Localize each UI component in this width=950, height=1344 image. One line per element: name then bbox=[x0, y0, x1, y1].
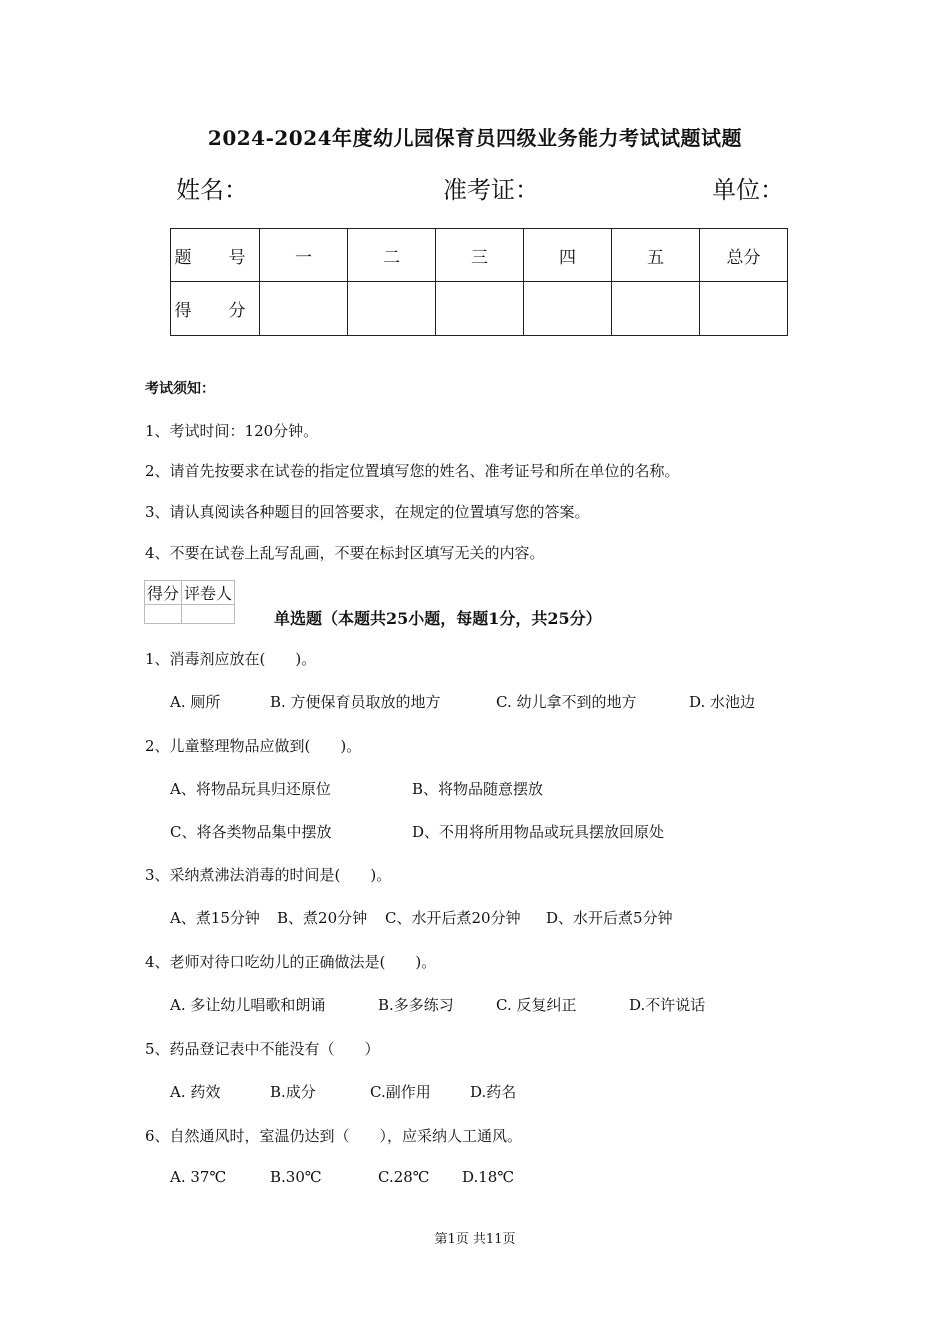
question-option: D.不许说话 bbox=[629, 996, 706, 1014]
question-option: C.28℃ bbox=[378, 1168, 430, 1186]
score-cell[interactable] bbox=[260, 282, 348, 336]
question-option: A、煮15分钟 bbox=[170, 909, 260, 927]
page-footer: 第1页 共11页 bbox=[434, 1232, 516, 1247]
document-title: 2024-2024年度幼儿园保育员四级业务能力考试试题试题 bbox=[207, 126, 743, 150]
notes-title: 考试须知： bbox=[145, 381, 215, 397]
score-table bbox=[170, 228, 788, 336]
question-option: B、将物品随意摆放 bbox=[412, 780, 544, 798]
question-option: D、不用将所用物品或玩具摆放回原处 bbox=[412, 823, 665, 841]
grader-box-score-cell[interactable] bbox=[145, 605, 182, 624]
score-cell[interactable] bbox=[436, 282, 524, 336]
unit-field-label: 单位： bbox=[712, 176, 784, 204]
question-option: D.18℃ bbox=[462, 1168, 515, 1186]
score-cell[interactable] bbox=[700, 282, 788, 336]
question-option: B.多多练习 bbox=[378, 996, 454, 1014]
score-table-header-cell: 四 bbox=[524, 229, 612, 282]
question-text: 1、消毒剂应放在( )。 bbox=[145, 650, 317, 668]
question-option: B.成分 bbox=[270, 1083, 316, 1101]
question-option: A、将物品玩具归还原位 bbox=[170, 780, 331, 798]
question-option: D.药名 bbox=[470, 1083, 517, 1101]
question-option: B. 方便保育员取放的地方 bbox=[270, 693, 441, 711]
score-table-header-cell: 总分 bbox=[700, 229, 788, 282]
question-option: A. 多让幼儿唱歌和朗诵 bbox=[170, 996, 326, 1014]
question-text: 5、药品登记表中不能没有（ ） bbox=[145, 1040, 380, 1058]
grader-box-grader-label: 评卷人 bbox=[182, 581, 235, 605]
question-text: 4、老师对待口吃幼儿的正确做法是( )。 bbox=[145, 953, 437, 971]
score-table-header-cell: 题 号 bbox=[171, 229, 260, 282]
section-title: 单选题（本题共25小题，每题1分，共25分） bbox=[274, 609, 602, 628]
score-table-header-cell: 一 bbox=[260, 229, 348, 282]
grader-box-score-label: 得分 bbox=[145, 581, 182, 605]
exam-id-field-label: 准考证： bbox=[443, 176, 539, 204]
question-option: A. 药效 bbox=[170, 1083, 221, 1101]
question-option: C.副作用 bbox=[370, 1083, 431, 1101]
score-table-header-cell: 二 bbox=[348, 229, 436, 282]
note-item: 4、不要在试卷上乱写乱画，不要在标封区填写无关的内容。 bbox=[145, 544, 545, 562]
question-option: C、将各类物品集中摆放 bbox=[170, 823, 332, 841]
question-option: C. 反复纠正 bbox=[496, 996, 577, 1014]
note-item: 2、请首先按要求在试卷的指定位置填写您的姓名、准考证号和所在单位的名称。 bbox=[145, 462, 680, 480]
grader-box-grader-cell[interactable] bbox=[182, 605, 235, 624]
question-option: A. 厕所 bbox=[170, 693, 221, 711]
grader-box bbox=[144, 580, 235, 624]
score-row-label: 得 分 bbox=[171, 282, 260, 336]
score-table-header-cell: 五 bbox=[612, 229, 700, 282]
question-text: 2、儿童整理物品应做到( )。 bbox=[145, 737, 362, 755]
score-table-score-row bbox=[171, 282, 788, 336]
score-table-header-row bbox=[171, 229, 788, 282]
question-option: B、煮20分钟 bbox=[277, 909, 368, 927]
question-option: C. 幼儿拿不到的地方 bbox=[496, 693, 637, 711]
question-option: B.30℃ bbox=[270, 1168, 322, 1186]
note-item: 3、请认真阅读各种题目的回答要求，在规定的位置填写您的答案。 bbox=[145, 503, 590, 521]
note-item: 1、考试时间：120分钟。 bbox=[145, 422, 319, 440]
name-field-label: 姓名： bbox=[176, 176, 248, 204]
question-option: C、水开后煮20分钟 bbox=[385, 909, 521, 927]
question-option: D、水开后煮5分钟 bbox=[546, 909, 673, 927]
question-text: 3、采纳煮沸法消毒的时间是( )。 bbox=[145, 866, 392, 884]
score-table-header-cell: 三 bbox=[436, 229, 524, 282]
score-cell[interactable] bbox=[348, 282, 436, 336]
question-option: A. 37℃ bbox=[170, 1168, 227, 1186]
score-cell[interactable] bbox=[612, 282, 700, 336]
question-text: 6、自然通风时，室温仍达到（ ），应采纳人工通风。 bbox=[145, 1127, 523, 1145]
question-option: D. 水池边 bbox=[689, 693, 756, 711]
score-cell[interactable] bbox=[524, 282, 612, 336]
